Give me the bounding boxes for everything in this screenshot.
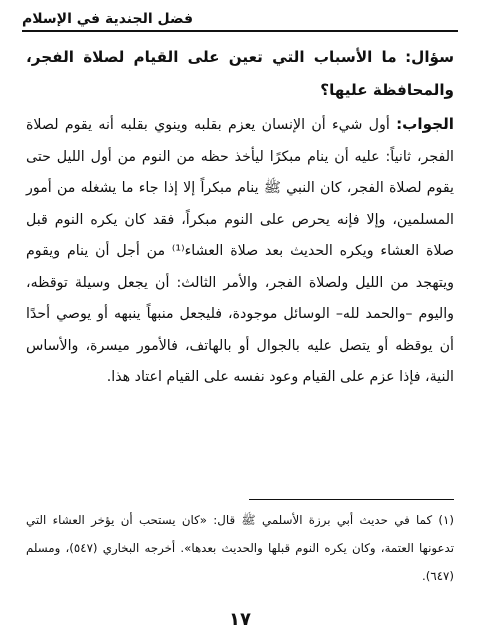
question-paragraph bbox=[26, 42, 454, 107]
answer-label: الجواب: bbox=[396, 115, 454, 133]
running-header bbox=[22, 6, 458, 32]
page-number: ١٧ bbox=[229, 609, 251, 630]
main-text bbox=[26, 42, 454, 394]
question-text: ما الأسباب التي تعين على القيام لصلاة الفجر، والمحافظة عليها؟ bbox=[26, 48, 454, 99]
answer-text: أول شيء أن الإنسان يعزم بقلبه وينوي بقلبه أنه يقوم لصلاة الفجر، ثانياً: عليه أن ينام مبكرًا ليأخذ حظه من النوم من أول الليل حتى يقوم لصلاة الفجر، كان النبي ﷺ ينام مبكراً إلا إذا جاء ما يشغله من أمور المسلمين، وإلا فإنه يحرص على النوم مبكراً، فقد كان يكره النوم قبل صلاة العشاء ويكره الحديث بعد صلاة العشاء⁽¹⁾ من أجل أن ينام ويقوم ويتهجد من الليل ولصلاة الفجر، والأمر الثالث: أن يجعل وسيلة توقظه، واليوم –والحمد لله– الوسائل موجودة، فليجعل منبهاً ينبهه أو يوصي أحدًا أن يوقظه أو يتصل عليه بالجوال أو بالهاتف، فالأمور ميسرة، والأساس النية، فإذا عزم على القيام وعود نفسه على القيام اعتاد هذا. bbox=[26, 117, 454, 385]
footnote: (١) كما في حديث أبي برزة الأسلمي ﷺ قال: «كان يستحب أن يؤخر العشاء التي تدعونها العتمة، وكان يكره النوم قبلها والحديث بعدها». أخرجه البخاري (٥٤٧)، ومسلم (٦٤٧). bbox=[26, 513, 454, 583]
answer-paragraph bbox=[26, 109, 454, 394]
header-title: فضل الجندية في الإسلام bbox=[22, 11, 193, 27]
footnote-divider bbox=[249, 499, 454, 500]
question-label: سؤال: bbox=[405, 48, 455, 66]
